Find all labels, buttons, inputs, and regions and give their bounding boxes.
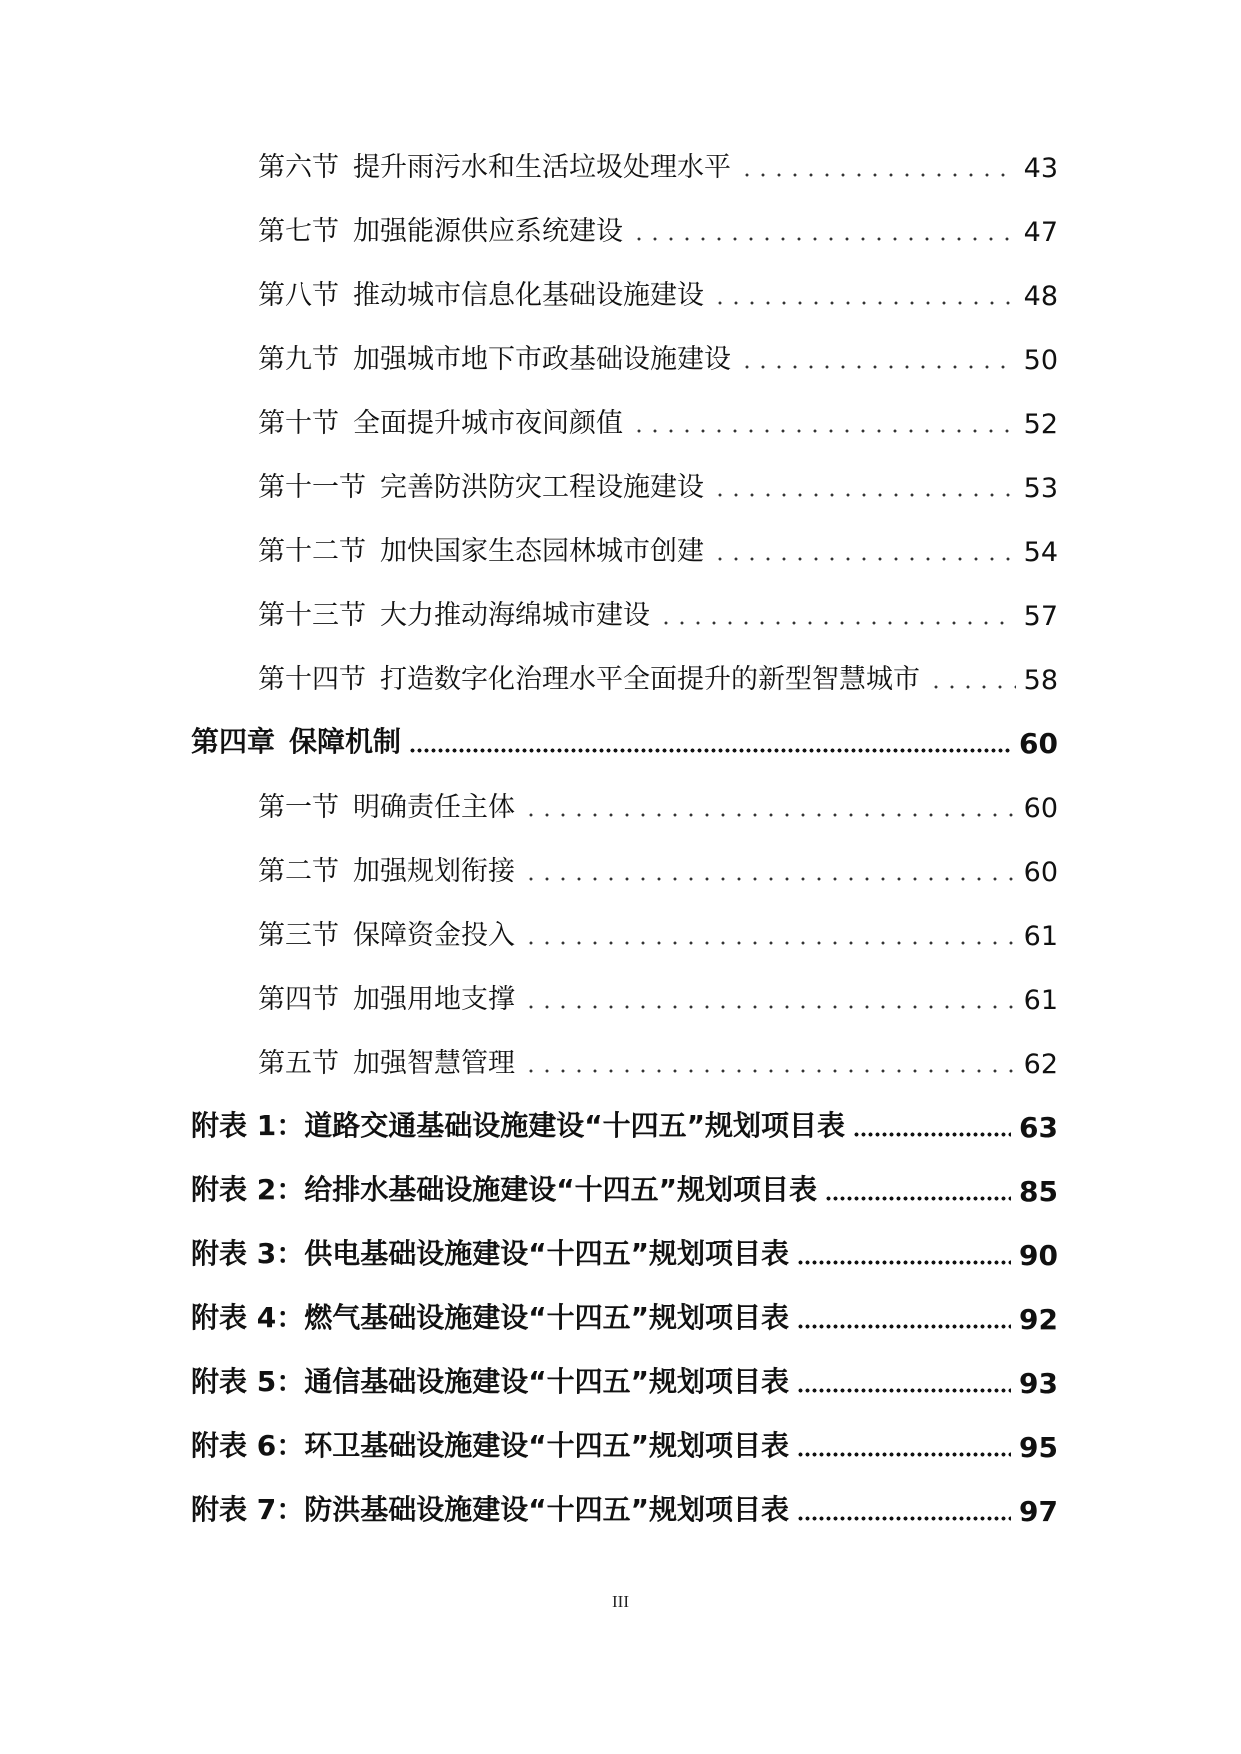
- entry-page-number: 97: [1019, 1495, 1058, 1528]
- entry-title: 推动城市信息化基础设施建设: [353, 280, 704, 311]
- entry-page-number: 48: [1023, 281, 1058, 312]
- entry-title: 给排水基础设施建设“十四五”规划项目表: [304, 1173, 818, 1206]
- entry-prefix: 第十一节: [258, 472, 366, 503]
- entry-page-number: 95: [1019, 1431, 1058, 1464]
- toc-entry[interactable]: [258, 208, 1058, 252]
- entry-title: 加强用地支撑: [353, 984, 515, 1015]
- dot-leader: [523, 1060, 1016, 1074]
- toc-entry[interactable]: [258, 272, 1058, 316]
- dot-leader: [409, 740, 1011, 754]
- entry-page-number: 58: [1023, 665, 1058, 696]
- entry-title: 供电基础设施建设“十四五”规划项目表: [304, 1237, 790, 1270]
- dot-leader: [523, 996, 1016, 1010]
- entry-page-number: 61: [1023, 985, 1058, 1016]
- entry-title: 燃气基础设施建设“十四五”规划项目表: [304, 1301, 790, 1334]
- dot-leader: [739, 356, 1016, 370]
- toc-appendix-entry[interactable]: [191, 1232, 1058, 1276]
- entry-prefix: 第一节: [258, 792, 339, 823]
- entry-page-number: 61: [1023, 921, 1058, 952]
- toc-entry[interactable]: [258, 400, 1058, 444]
- entry-title: 道路交通基础设施建设“十四五”规划项目表: [304, 1109, 846, 1142]
- dot-leader: [853, 1124, 1011, 1138]
- entry-prefix: 附表 2：: [191, 1173, 305, 1206]
- toc-appendix-entry[interactable]: [191, 1424, 1058, 1468]
- toc-entry[interactable]: [258, 656, 1058, 700]
- dot-leader: [825, 1188, 1011, 1202]
- dot-leader: [523, 868, 1016, 882]
- entry-prefix: 第三节: [258, 920, 339, 951]
- entry-title: 保障资金投入: [353, 920, 515, 951]
- dot-leader: [797, 1380, 1011, 1394]
- entry-title: 通信基础设施建设“十四五”规划项目表: [304, 1365, 790, 1398]
- dot-leader: [797, 1444, 1011, 1458]
- dot-leader: [797, 1252, 1011, 1266]
- entry-prefix: 第五节: [258, 1048, 339, 1079]
- entry-prefix: 第十节: [258, 408, 339, 439]
- entry-prefix: 附表 7：: [191, 1493, 305, 1526]
- entry-page-number: 90: [1019, 1239, 1058, 1272]
- entry-page-number: 63: [1019, 1111, 1058, 1144]
- entry-prefix: 附表 6：: [191, 1429, 305, 1462]
- entry-page-number: 60: [1023, 793, 1058, 824]
- dot-leader: [658, 612, 1016, 626]
- toc-entry[interactable]: [258, 1040, 1058, 1084]
- entry-page-number: 52: [1023, 409, 1058, 440]
- entry-page-number: 54: [1023, 537, 1058, 568]
- entry-prefix: 附表 3：: [191, 1237, 305, 1270]
- toc-entry[interactable]: [258, 592, 1058, 636]
- entry-prefix: 第四节: [258, 984, 339, 1015]
- entry-title: 加快国家生态园林城市创建: [380, 536, 704, 567]
- entry-title: 保障机制: [289, 725, 402, 758]
- dot-leader: [712, 484, 1016, 498]
- entry-prefix: 第六节: [258, 152, 339, 183]
- toc-appendix-entry[interactable]: [191, 1360, 1058, 1404]
- entry-prefix: 第七节: [258, 216, 339, 247]
- entry-page-number: 60: [1019, 727, 1058, 760]
- dot-leader: [631, 420, 1016, 434]
- toc-entry[interactable]: [258, 336, 1058, 380]
- entry-page-number: 93: [1019, 1367, 1058, 1400]
- entry-prefix: 第十二节: [258, 536, 366, 567]
- entry-prefix: 第十四节: [258, 664, 366, 695]
- entry-prefix: 第八节: [258, 280, 339, 311]
- entry-title: 大力推动海绵城市建设: [380, 600, 650, 631]
- dot-leader: [739, 164, 1016, 178]
- entry-prefix: 附表 4：: [191, 1301, 305, 1334]
- toc-appendix-entry[interactable]: [191, 1488, 1058, 1532]
- entry-title: 加强能源供应系统建设: [353, 216, 623, 247]
- page-footer-number: III: [612, 1592, 629, 1611]
- toc-appendix-entry[interactable]: [191, 1168, 1058, 1212]
- entry-title: 加强规划衔接: [353, 856, 515, 887]
- entry-page-number: 62: [1023, 1049, 1058, 1080]
- dot-leader: [523, 804, 1016, 818]
- dot-leader: [797, 1508, 1011, 1522]
- entry-title: 环卫基础设施建设“十四五”规划项目表: [304, 1429, 790, 1462]
- toc-entry[interactable]: [258, 464, 1058, 508]
- entry-title: 明确责任主体: [353, 792, 515, 823]
- dot-leader: [712, 292, 1016, 306]
- dot-leader: [631, 228, 1016, 242]
- toc-entry[interactable]: [258, 784, 1058, 828]
- toc-chapter-entry[interactable]: [191, 720, 1058, 764]
- entry-title: 完善防洪防灾工程设施建设: [380, 472, 704, 503]
- dot-leader: [928, 676, 1016, 690]
- dot-leader: [797, 1316, 1011, 1330]
- entry-page-number: 57: [1023, 601, 1058, 632]
- entry-page-number: 47: [1023, 217, 1058, 248]
- entry-title: 加强城市地下市政基础设施建设: [353, 344, 731, 375]
- entry-prefix: 第四章: [191, 725, 276, 758]
- entry-prefix: 第九节: [258, 344, 339, 375]
- entry-title: 加强智慧管理: [353, 1048, 515, 1079]
- toc-appendix-entry[interactable]: [191, 1104, 1058, 1148]
- entry-title: 防洪基础设施建设“十四五”规划项目表: [304, 1493, 790, 1526]
- toc-appendix-entry[interactable]: [191, 1296, 1058, 1340]
- toc-entry[interactable]: [258, 912, 1058, 956]
- entry-prefix: 附表 1：: [191, 1109, 305, 1142]
- toc-entry[interactable]: [258, 976, 1058, 1020]
- toc-entry[interactable]: [258, 144, 1058, 188]
- entry-title: 打造数字化治理水平全面提升的新型智慧城市: [380, 664, 920, 695]
- entry-page-number: 43: [1023, 153, 1058, 184]
- entry-page-number: 85: [1019, 1175, 1058, 1208]
- dot-leader: [523, 932, 1016, 946]
- entry-title: 全面提升城市夜间颜值: [353, 408, 623, 439]
- entry-page-number: 53: [1023, 473, 1058, 504]
- toc-entry[interactable]: [258, 848, 1058, 892]
- dot-leader: [712, 548, 1016, 562]
- toc-entry[interactable]: [258, 528, 1058, 572]
- entry-page-number: 50: [1023, 345, 1058, 376]
- entry-prefix: 附表 5：: [191, 1365, 305, 1398]
- entry-prefix: 第十三节: [258, 600, 366, 631]
- entry-page-number: 92: [1019, 1303, 1058, 1336]
- entry-page-number: 60: [1023, 857, 1058, 888]
- entry-title: 提升雨污水和生活垃圾处理水平: [353, 152, 731, 183]
- entry-prefix: 第二节: [258, 856, 339, 887]
